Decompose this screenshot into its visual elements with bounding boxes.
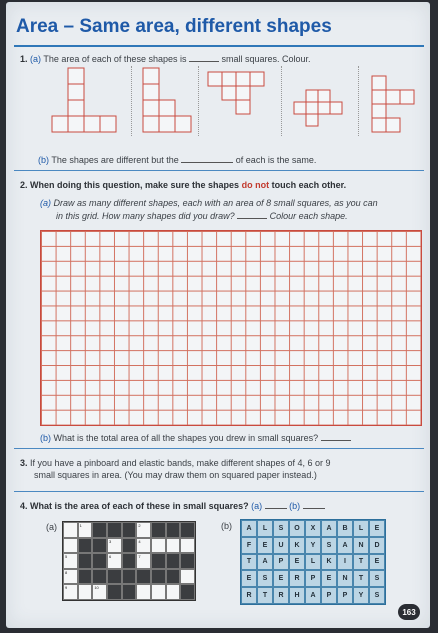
q3-text-line2: small squares in area. (You may draw them on squared paper instead.) — [34, 470, 317, 480]
letter-cell: P — [321, 587, 337, 604]
q1-a-text-1: The area of each of these shapes is — [43, 54, 187, 64]
q4-grid-a-label: (a) — [46, 522, 57, 532]
letter-cell: A — [337, 537, 353, 554]
letter-cell: N — [337, 570, 353, 587]
letter-cell: E — [321, 570, 337, 587]
letter-cell: E — [257, 537, 273, 554]
letter-cell: D — [369, 537, 385, 554]
letter-cell: S — [273, 520, 289, 537]
letter-cell: R — [289, 570, 305, 587]
crossword-block-cell — [122, 584, 137, 600]
q2-a-answer-blank[interactable] — [237, 210, 267, 219]
crossword-cell — [63, 569, 78, 585]
crossword-cell — [63, 553, 78, 569]
q4-b-answer-blank[interactable] — [303, 500, 325, 509]
crossword-clue-number: 7 — [138, 554, 141, 560]
q1-a-answer-blank[interactable] — [189, 53, 219, 62]
letter-cell: E — [241, 570, 257, 587]
crossword-block-cell — [166, 522, 181, 538]
crossword-block-cell — [78, 553, 93, 569]
squared-drawing-grid[interactable] — [40, 230, 422, 426]
crossword-block-cell — [136, 569, 151, 585]
crossword-grid — [62, 521, 196, 601]
letter-cell: B — [337, 520, 353, 537]
letter-cell: L — [305, 554, 321, 571]
crossword-cell — [166, 584, 181, 600]
crossword-cell — [136, 584, 151, 600]
letter-cell: F — [241, 537, 257, 554]
q2-b-answer-blank[interactable] — [321, 432, 351, 441]
crossword-cell — [63, 584, 78, 600]
crossword-clue-number: 1 — [79, 523, 82, 528]
q2-a-line-2 — [56, 210, 348, 221]
crossword-block-cell — [107, 522, 122, 538]
page-title: Area – Same area, different shapes — [16, 16, 332, 37]
q1-b-line — [38, 154, 316, 165]
q4-a-answer-blank[interactable] — [265, 500, 287, 509]
q1-b-text-1: The shapes are different but the — [51, 155, 179, 165]
q4-a-label: (a) — [251, 501, 263, 511]
q1-b-label: (b) — [38, 155, 49, 165]
letter-cell: R — [273, 587, 289, 604]
q2-b-line — [40, 432, 351, 443]
shape-divider — [131, 66, 132, 136]
letter-cell: A — [257, 554, 273, 571]
letter-cell: O — [289, 520, 305, 537]
crossword-block-cell — [122, 522, 137, 538]
title-rule — [14, 45, 424, 47]
page-number: 163 — [398, 604, 420, 620]
letter-cell: S — [369, 570, 385, 587]
letter-cell: T — [257, 587, 273, 604]
crossword-block-cell — [180, 584, 195, 600]
crossword-cell — [78, 522, 93, 538]
crossword-block-cell — [92, 569, 107, 585]
crossword-block-cell — [107, 569, 122, 585]
letter-grid — [240, 519, 386, 605]
shape-divider — [358, 66, 359, 136]
crossword-block-cell — [151, 569, 166, 585]
letter-cell: E — [289, 554, 305, 571]
letter-cell: K — [321, 554, 337, 571]
q2-intro-2: touch each other. — [271, 180, 347, 190]
crossword-block-cell — [180, 553, 195, 569]
letter-cell: E — [369, 554, 385, 571]
q4-text: What is the area of each of these in small squares? — [30, 501, 249, 511]
q2-number: 2. — [20, 180, 28, 190]
q1-number: 1. — [20, 54, 28, 64]
q1-shape-2[interactable] — [143, 68, 191, 132]
crossword-cell — [151, 538, 166, 554]
crossword-cell — [107, 538, 122, 554]
q4-b-label: (b) — [289, 501, 301, 511]
shape-divider — [198, 66, 199, 136]
q2-a-line-1 — [40, 198, 378, 208]
q4-line — [20, 500, 325, 511]
letter-cell: L — [353, 520, 369, 537]
crossword-block-cell — [180, 522, 195, 538]
q2-b-text: What is the total area of all the shapes you drew in small squares? — [53, 433, 319, 443]
workbook-page — [6, 2, 430, 628]
letter-cell: A — [321, 520, 337, 537]
letter-cell: T — [241, 554, 257, 571]
crossword-block-cell — [122, 538, 137, 554]
crossword-block-cell — [151, 522, 166, 538]
crossword-cell — [136, 522, 151, 538]
letter-cell: X — [305, 520, 321, 537]
letter-cell: E — [369, 520, 385, 537]
shape-divider — [281, 66, 282, 136]
letter-cell: P — [305, 570, 321, 587]
crossword-block-cell — [122, 569, 137, 585]
letter-cell: K — [289, 537, 305, 554]
q4-grid-b-label: (b) — [221, 521, 232, 531]
q1-shape-5[interactable] — [372, 76, 414, 132]
letter-cell: A — [305, 587, 321, 604]
crossword-block-cell — [166, 569, 181, 585]
letter-cell: P — [337, 587, 353, 604]
letter-cell: A — [241, 520, 257, 537]
crossword-clue-number: 9 — [65, 585, 68, 591]
letter-cell: S — [257, 570, 273, 587]
q1-a-line — [20, 53, 311, 64]
q1-shape-1[interactable] — [52, 68, 116, 132]
q2-intro-line — [20, 180, 346, 190]
crossword-block-cell — [151, 553, 166, 569]
q3-number: 3. — [20, 458, 28, 468]
crossword-cell — [63, 522, 78, 538]
crossword-clue-number: 4 — [138, 538, 141, 544]
crossword-block-cell — [78, 569, 93, 585]
crossword-clue-number: 6 — [109, 554, 112, 560]
crossword-block-cell — [92, 522, 107, 538]
crossword-clue-number: 3 — [109, 538, 112, 544]
letter-cell: S — [321, 537, 337, 554]
q3-line-2 — [34, 470, 317, 480]
letter-cell: S — [369, 587, 385, 604]
crossword-clue-number: 5 — [65, 554, 68, 560]
q1-shape-3[interactable] — [208, 72, 264, 114]
letter-cell: P — [273, 554, 289, 571]
crossword-cell — [180, 538, 195, 554]
crossword-cell — [78, 584, 93, 600]
crossword-cell — [136, 538, 151, 554]
letter-cell: U — [273, 537, 289, 554]
q3-text-line1: If you have a pinboard and elastic bands, make different shapes of 4, 6 or 9 — [30, 458, 331, 468]
letter-cell: I — [337, 554, 353, 571]
section-rule — [14, 448, 424, 449]
section-rule — [14, 491, 424, 492]
letter-cell: N — [353, 537, 369, 554]
q1-shape-4[interactable] — [294, 90, 342, 126]
crossword-cell — [136, 553, 151, 569]
crossword-cell — [63, 538, 78, 554]
q2-a-text-line2b: Colour each shape. — [269, 211, 348, 221]
crossword-cell — [107, 553, 122, 569]
crossword-block-cell — [166, 553, 181, 569]
q1-a-label: (a) — [30, 54, 42, 64]
crossword-block-cell — [122, 553, 137, 569]
letter-cell: T — [353, 554, 369, 571]
crossword-cell — [180, 569, 195, 585]
crossword-block-cell — [78, 538, 93, 554]
letter-cell: T — [353, 570, 369, 587]
q2-intro-1: When doing this question, make sure the shapes — [30, 180, 240, 190]
crossword-cell — [151, 584, 166, 600]
crossword-block-cell — [92, 538, 107, 554]
q4-number: 4. — [20, 501, 28, 511]
q1-b-text-2: of each is the same. — [235, 155, 317, 165]
letter-cell: Y — [305, 537, 321, 554]
letter-cell: L — [257, 520, 273, 537]
crossword-block-cell — [92, 553, 107, 569]
q3-line-1 — [20, 458, 331, 468]
crossword-clue-number: 10 — [94, 585, 99, 591]
letter-cell: H — [289, 587, 305, 604]
letter-cell: E — [273, 570, 289, 587]
letter-cell: Y — [353, 587, 369, 604]
q2-a-label: (a) — [40, 198, 51, 208]
q2-a-text-line2a: in this grid. How many shapes did you draw? — [56, 211, 235, 221]
crossword-cell — [92, 584, 107, 600]
q1-a-text-2: small squares. Colour. — [221, 54, 311, 64]
crossword-clue-number: 8 — [65, 569, 68, 575]
letter-cell: R — [241, 587, 257, 604]
q2-intro-emphasis: do not — [241, 180, 270, 190]
crossword-block-cell — [107, 584, 122, 600]
section-rule — [14, 170, 424, 171]
q2-a-text-line1: Draw as many different shapes, each with an area of 8 small squares, as you can — [53, 198, 378, 208]
q1-b-answer-blank[interactable] — [181, 154, 233, 163]
crossword-clue-number: 2 — [138, 523, 141, 528]
crossword-cell — [166, 538, 181, 554]
q2-b-label: (b) — [40, 433, 51, 443]
